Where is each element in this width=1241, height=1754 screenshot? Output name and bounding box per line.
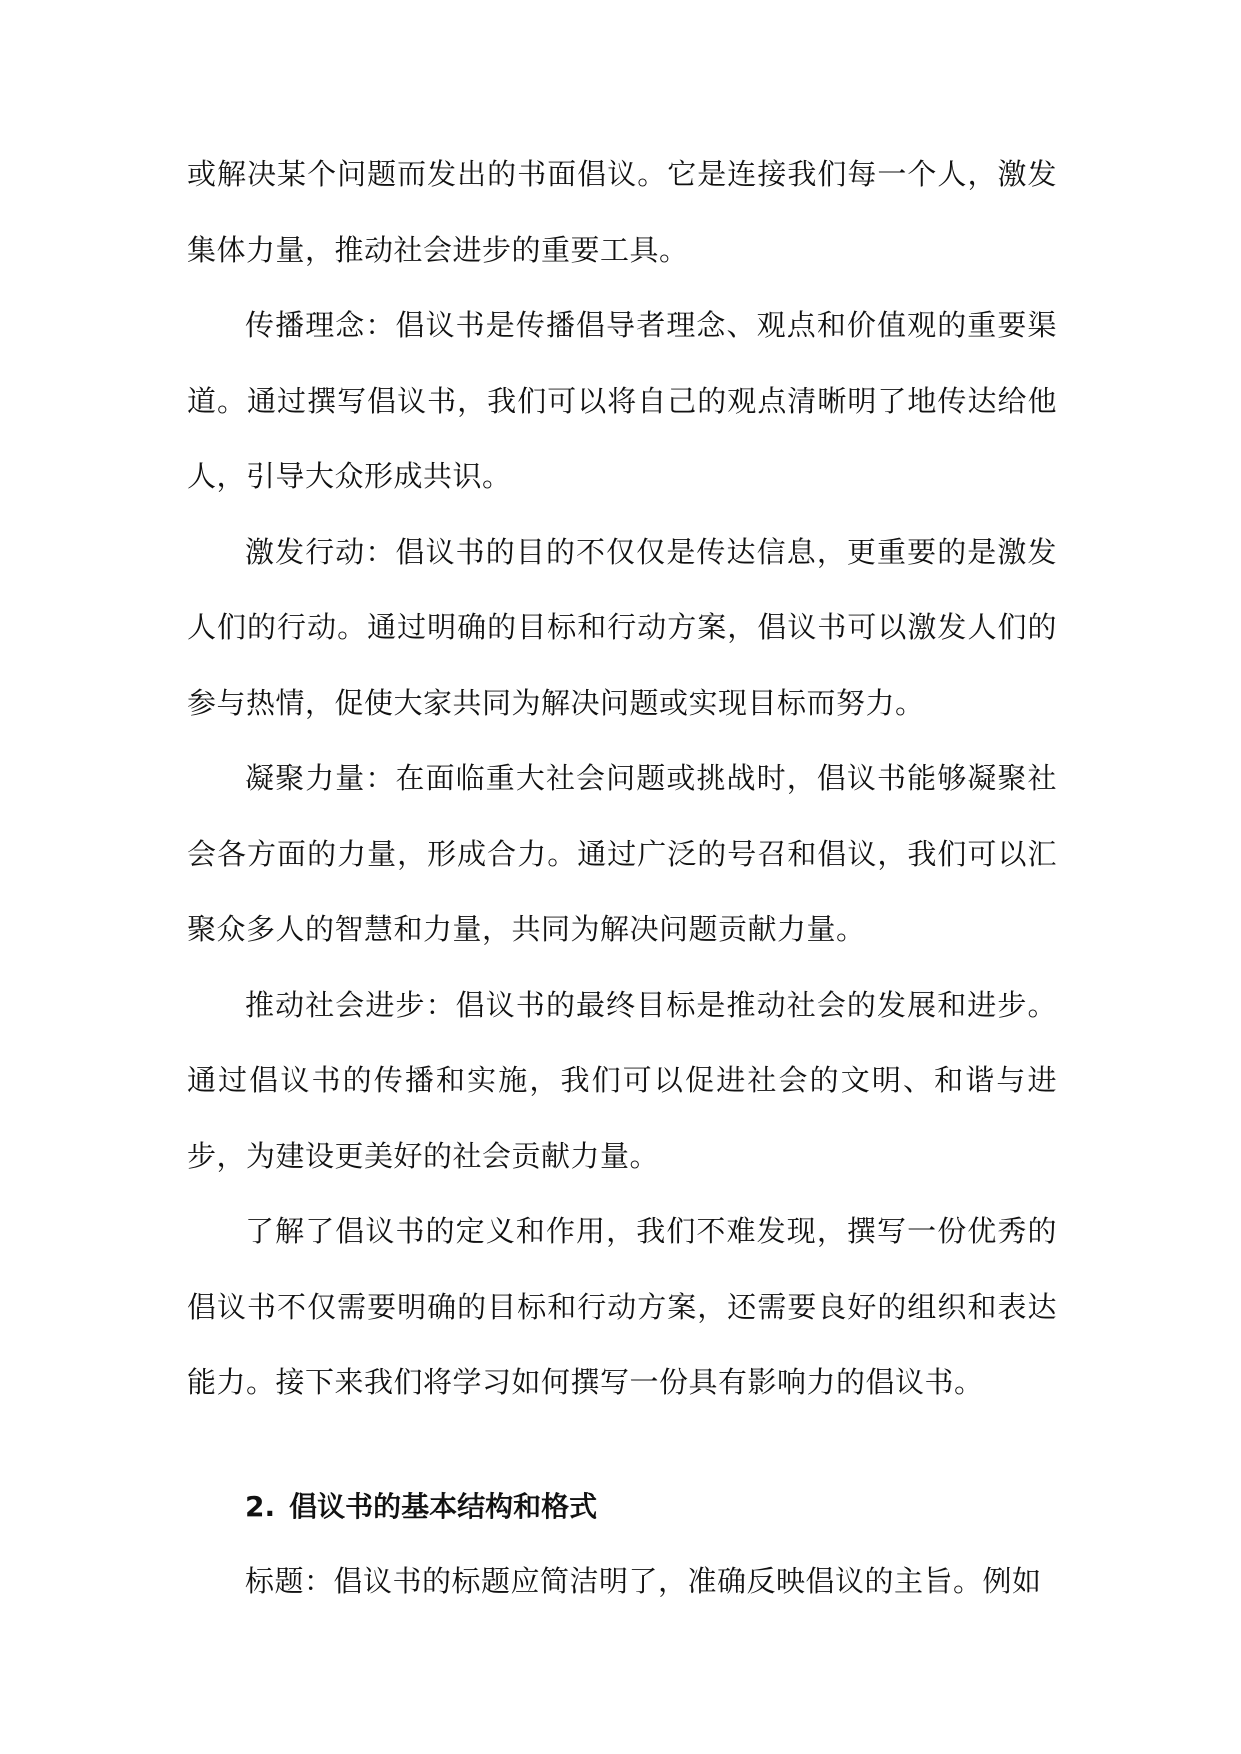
paragraph-summary: 了解了倡议书的定义和作用，我们不难发现，撰写一份优秀的倡议书不仅需要明确的目标和行动方案，还需要良好的组织和表达能力。接下来我们将学习如何撰写一份具有影响力的倡议书。 — [187, 1214, 1057, 1399]
section-heading — [187, 1469, 1057, 1545]
document-body — [187, 137, 1057, 1620]
paragraph-unite-strength: 凝聚力量：在面临重大社会问题或挑战时，倡议书能够凝聚社会各方面的力量，形成合力。通过广泛的号召和倡议，我们可以汇聚众多人的智慧和力量，共同为解决问题贡献力量。 — [187, 761, 1057, 946]
paragraph-continuation: 或解决某个问题而发出的书面倡议。它是连接我们每一个人，激发集体力量，推动社会进步的重要工具。 — [187, 157, 1057, 267]
paragraph-spread-ideas: 传播理念：倡议书是传播倡导者理念、观点和价值观的重要渠道。通过撰写倡议书，我们可以将自己的观点清晰明了地传达给他人，引导大众形成共识。 — [187, 308, 1057, 493]
section-number: 2. — [245, 1489, 276, 1523]
section-title: 倡议书的基本结构和格式 — [289, 1489, 598, 1523]
paragraph-title-rule: 标题：倡议书的标题应简洁明了，准确反映倡议的主旨。例如 — [245, 1564, 1042, 1598]
paragraph-inspire-action: 激发行动：倡议书的目的不仅仅是传达信息，更重要的是激发人们的行动。通过明确的目标和行动方案，倡议书可以激发人们的参与热情，促使大家共同为解决问题或实现目标而努力。 — [187, 534, 1057, 720]
paragraph-social-progress: 推动社会进步：倡议书的最终目标是推动社会的发展和进步。通过倡议书的传播和实施，我们可以促进社会的文明、和谐与进步，为建设更美好的社会贡献力量。 — [187, 987, 1057, 1173]
